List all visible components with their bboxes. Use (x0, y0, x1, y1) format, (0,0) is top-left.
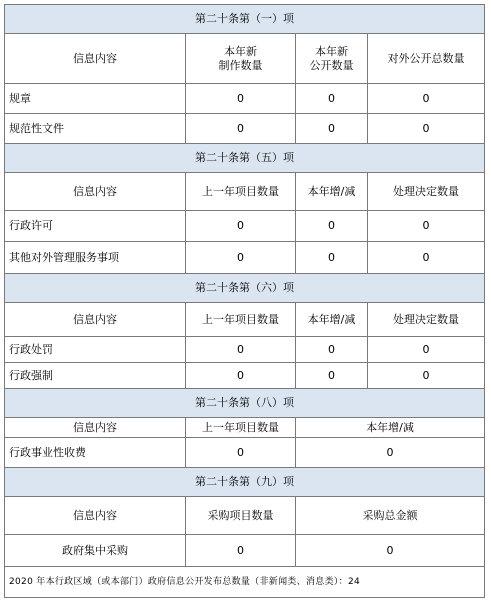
column-header-info: 信息内容 (5, 303, 186, 337)
section-header-row (5, 389, 485, 418)
report-table-container (4, 4, 484, 598)
cell-value: 0 (296, 114, 368, 144)
cell-value: 0 (296, 211, 368, 242)
section-header-row (5, 5, 485, 34)
column-header-row (5, 418, 485, 438)
cell-value: 0 (186, 84, 296, 114)
table-row (5, 84, 485, 114)
cell-value: 0 (296, 84, 368, 114)
table-row (5, 211, 485, 242)
column-header-total-public: 对外公开总数量 (368, 34, 485, 84)
section-title: 第二十条第（九）项 (5, 468, 485, 497)
section-title: 第二十条第（一）项 (5, 5, 485, 34)
section-header-row (5, 274, 485, 303)
section-header-row (5, 468, 485, 497)
column-header-prev-year: 上一年项目数量 (186, 173, 296, 211)
column-header-decisions: 处理决定数量 (368, 173, 485, 211)
column-header-purchase-count: 采购项目数量 (186, 497, 296, 535)
table-row (5, 535, 485, 567)
column-header-new-public: 本年新 公开数量 (296, 34, 368, 84)
column-header-row (5, 303, 485, 337)
table-row (5, 363, 485, 389)
cell-value: 0 (186, 363, 296, 389)
column-header-prev-year: 上一年项目数量 (186, 303, 296, 337)
row-label: 行政强制 (5, 363, 186, 389)
cell-value: 0 (368, 242, 485, 274)
cell-value: 0 (186, 438, 296, 468)
cell-value: 0 (296, 363, 368, 389)
info-disclosure-table (4, 4, 485, 598)
column-header-change: 本年增/减 (296, 303, 368, 337)
table-row (5, 438, 485, 468)
column-header-new-made: 本年新 制作数量 (186, 34, 296, 84)
column-header-info: 信息内容 (5, 34, 186, 84)
cell-value: 0 (186, 242, 296, 274)
column-header-info: 信息内容 (5, 497, 186, 535)
row-label: 其他对外管理服务事项 (5, 242, 186, 274)
table-row (5, 242, 485, 274)
section-title: 第二十条第（六）项 (5, 274, 485, 303)
section-title: 第二十条第（八）项 (5, 389, 485, 418)
column-header-purchase-amount: 采购总金额 (296, 497, 485, 535)
table-row (5, 114, 485, 144)
column-header-row (5, 173, 485, 211)
row-label: 规章 (5, 84, 186, 114)
row-label: 政府集中采购 (5, 535, 186, 567)
column-header-prev-year: 上一年项目数量 (186, 418, 296, 438)
column-header-decisions: 处理决定数量 (368, 303, 485, 337)
table-row (5, 337, 485, 363)
cell-value: 0 (186, 535, 296, 567)
cell-value: 0 (368, 84, 485, 114)
section-header-row (5, 144, 485, 173)
cell-value: 0 (296, 535, 485, 567)
column-header-info: 信息内容 (5, 173, 186, 211)
cell-value: 0 (368, 337, 485, 363)
cell-value: 0 (368, 114, 485, 144)
row-label: 规范性文件 (5, 114, 186, 144)
row-label: 行政许可 (5, 211, 186, 242)
cell-value: 0 (368, 363, 485, 389)
cell-value: 0 (186, 211, 296, 242)
section-title: 第二十条第（五）项 (5, 144, 485, 173)
row-label: 行政处罚 (5, 337, 186, 363)
column-header-info: 信息内容 (5, 418, 186, 438)
cell-value: 0 (186, 114, 296, 144)
footer-summary: 2020 年本行政区域（或本部门）政府信息公开发布总数量（非新闻类、消息类）：24 (5, 567, 485, 598)
column-header-row (5, 34, 485, 84)
cell-value: 0 (296, 337, 368, 363)
column-header-change: 本年增/减 (296, 418, 485, 438)
row-label: 行政事业性收费 (5, 438, 186, 468)
cell-value: 0 (186, 337, 296, 363)
cell-value: 0 (296, 242, 368, 274)
column-header-change: 本年增/减 (296, 173, 368, 211)
cell-value: 0 (296, 438, 485, 468)
cell-value: 0 (368, 211, 485, 242)
footer-row (5, 567, 485, 598)
column-header-row (5, 497, 485, 535)
